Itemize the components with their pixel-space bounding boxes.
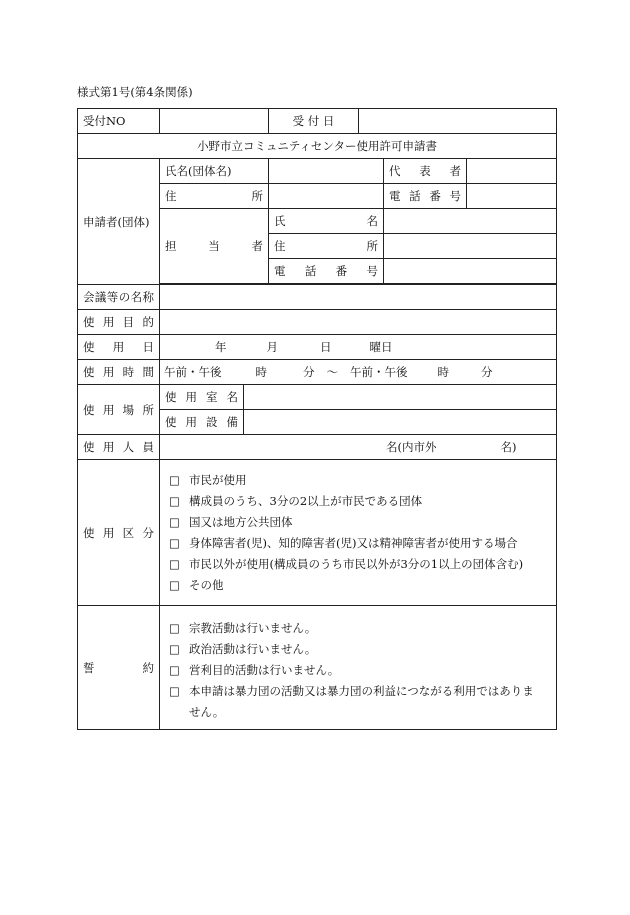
reception-date-field[interactable]	[359, 109, 557, 134]
minute-end-unit: 分	[481, 365, 493, 379]
pledge-item[interactable]: □ 本申請は暴力団の活動又は暴力団の利益につながる利用ではありま	[169, 683, 534, 698]
purpose-field[interactable]	[160, 310, 557, 335]
category-option[interactable]: □ 市民以外が使用(構成員のうち市民以外が3分の1以上の団体含む)	[169, 557, 524, 571]
phone-field[interactable]	[467, 184, 557, 209]
org-name-label: 氏名(団体名)	[160, 159, 269, 184]
address-field[interactable]	[269, 184, 384, 209]
meeting-name-label: 会議等の名称	[78, 285, 160, 310]
minute-start-unit: 分	[303, 365, 315, 379]
application-form-table	[77, 108, 557, 730]
checkbox-icon[interactable]: □	[169, 536, 180, 550]
contact-label: 担 当 者	[160, 209, 269, 284]
checkbox-icon[interactable]: □	[169, 515, 180, 529]
contact-name-field[interactable]	[384, 209, 557, 234]
day-unit: 日	[320, 340, 332, 354]
equipment-field[interactable]	[244, 410, 557, 435]
meeting-name-field[interactable]	[160, 285, 557, 310]
room-name-label: 使用室名	[160, 385, 244, 410]
category-options	[160, 460, 557, 606]
weekday-unit: 曜日	[369, 340, 393, 354]
ampm-end[interactable]: 午前・午後	[350, 365, 408, 379]
checkbox-icon[interactable]: □	[169, 557, 180, 571]
year-unit: 年	[215, 340, 227, 354]
people-field[interactable]	[160, 435, 557, 460]
checkbox-icon[interactable]: □	[169, 494, 180, 508]
room-name-field[interactable]	[244, 385, 557, 410]
category-option[interactable]: □ その他	[169, 578, 224, 592]
time-label: 使用時間	[78, 360, 160, 385]
contact-name-label: 氏 名	[269, 209, 384, 234]
range-tilde: ～	[326, 365, 338, 379]
reception-date-label: 受 付 日	[269, 109, 359, 134]
pledge-item[interactable]: □ 営利目的活動は行いません。	[169, 662, 340, 677]
pledge-item[interactable]: □ 政治活動は行いません。	[169, 641, 317, 656]
checkbox-icon[interactable]: □	[169, 641, 180, 656]
phone-label: 電話番号	[384, 184, 467, 209]
representative-field[interactable]	[467, 159, 557, 184]
ampm-start[interactable]: 午前・午後	[164, 365, 222, 379]
org-name-field[interactable]	[269, 159, 384, 184]
checkbox-icon[interactable]: □	[169, 473, 180, 487]
pledge-items	[160, 606, 557, 730]
month-unit: 月	[266, 340, 278, 354]
hour-end-unit: 時	[437, 365, 449, 379]
representative-label: 代 表 者	[384, 159, 467, 184]
address-label: 住 所	[160, 184, 269, 209]
category-label: 使用区分	[78, 460, 160, 606]
category-option[interactable]: □ 市民が使用	[169, 473, 247, 487]
contact-phone-field[interactable]	[384, 259, 557, 284]
checkbox-icon[interactable]: □	[169, 683, 180, 698]
contact-address-field[interactable]	[384, 234, 557, 259]
checkbox-icon[interactable]: □	[169, 662, 180, 677]
category-option[interactable]: □ 国又は地方公共団体	[169, 515, 293, 529]
category-option[interactable]: □ 身体障害者(児)、知的障害者(児)又は精神障害者が使用する場合	[169, 536, 518, 550]
pledge-item-continuation: せん。	[189, 704, 225, 719]
people-count-text: 名(内市外	[386, 440, 437, 454]
form-title: 小野市立コミュニティセンター使用許可申請書	[78, 134, 557, 159]
date-label: 使用日	[78, 335, 160, 360]
pledge-label: 誓 約	[78, 606, 160, 730]
pledge-item[interactable]: □ 宗教活動は行いません。	[169, 620, 317, 635]
reception-no-field[interactable]	[160, 109, 269, 134]
time-field[interactable]	[160, 360, 557, 385]
people-count-end: 名)	[500, 440, 517, 454]
equipment-label: 使用設備	[160, 410, 244, 435]
contact-address-label: 住 所	[269, 234, 384, 259]
form-number: 様式第1号(第4条関係)	[77, 85, 193, 99]
purpose-label: 使用目的	[78, 310, 160, 335]
people-label: 使用人員	[78, 435, 160, 460]
place-label: 使用場所	[78, 385, 160, 435]
date-field[interactable]	[160, 335, 557, 360]
checkbox-icon[interactable]: □	[169, 578, 180, 592]
category-option[interactable]: □ 構成員のうち、3分の2以上が市民である団体	[169, 494, 423, 508]
checkbox-icon[interactable]: □	[169, 620, 180, 635]
hour-start-unit: 時	[255, 365, 267, 379]
reception-no-label: 受付NO	[78, 109, 160, 134]
contact-phone-label: 電話番号	[269, 259, 384, 284]
applicant-label: 申請者(団体)	[78, 159, 160, 285]
